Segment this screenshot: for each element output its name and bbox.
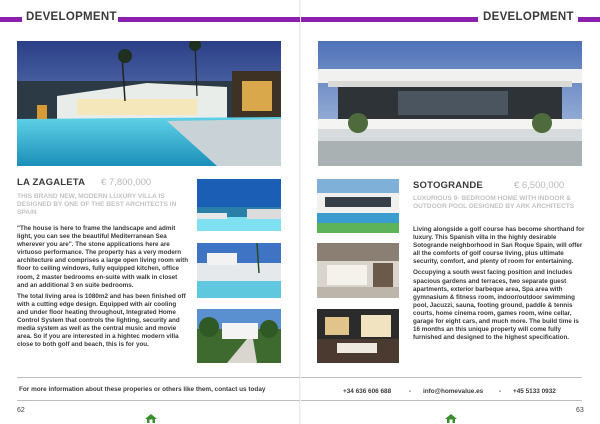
right-footer-rule [301, 377, 582, 378]
la-zagaleta-price: € 7,800,000 [101, 177, 152, 188]
sotogrande-price: € 6,500,000 [514, 180, 565, 191]
sotogrande-thumb-1 [317, 179, 399, 233]
la-zagaleta-thumb-3 [197, 309, 281, 363]
left-footer-text: For more information about these properies or others like them, contact us today [19, 386, 266, 393]
page-spine [299, 0, 301, 424]
right-header-bar-short [578, 17, 600, 22]
contact-phone-2: +45 5133 0932 [513, 388, 556, 395]
home-value-logo-icon [445, 410, 457, 419]
right-header-title: DEVELOPMENT [483, 11, 574, 23]
la-zagaleta-description [17, 225, 189, 352]
la-zagaleta-thumb-2 [197, 243, 281, 298]
sotogrande-name: SOTOGRANDE [413, 180, 483, 191]
sotogrande-description [413, 226, 585, 345]
contact-separator-2: - [499, 388, 502, 395]
la-zagaleta-main-photo [17, 41, 281, 166]
la-zagaleta-paragraph-1: "The house is here to frame the landscape and admit light, you can see the beautiful Mediterranean Sea wherever you are". The stone applications here are virtuoso performance. The property has a very modern architecture and comprises a large open living room with floor to ceiling windows, fully equipped kitchen, office room, 2 master bedrooms en-suite with walk in closet and an additional 3 en suite bedrooms. [17, 225, 189, 289]
contact-phone: +34 636 606 688 [343, 388, 392, 395]
sotogrande-main-photo [318, 41, 582, 166]
right-footer-rule-bottom [301, 400, 582, 401]
la-zagaleta-name: LA ZAGALETA [17, 177, 86, 188]
left-footer-rule-bottom [17, 400, 300, 401]
contact-separator-1: - [409, 388, 412, 395]
right-header-bar-long [301, 17, 478, 22]
left-page-number: 62 [17, 407, 25, 414]
sotogrande-paragraph-1: Living alongside a golf course has become shorthand for luxury. This Spanish villa in the highly desirable Sotogrande neighborhood in San Roque Spain, will offer all the comforts of golf course living, plus ultimate security, comfort, and plenty of room for entertaining. [413, 226, 585, 266]
la-zagaleta-thumb-1 [197, 179, 281, 231]
la-zagaleta-paragraph-2: The total living area is 1080m2 and has been finished off with a cutting edge design. Equipped with air cooling and under floor heating throughout, Integrated Home Control System that controls the lighting, security and media system as well as the central music and movie area. So if you are interested in a hightec modern villa close to both golf and beach, this is for you. [17, 292, 186, 349]
sotogrande-paragraph-2: Occupying a south west facing position and includes spacious gardens and terraces, two separate guest apartments, exterior barbeque area, Spa area with gymnasium & fitness room, indoor/outdoor swimming pool, Jacuzzi, sauna, footing ground, paddle & tennis courts, home cinema room, games room, wine cellar, garage for eight cars, and much more. The build time is 16 months an this unique property will come fully furnished and designed to the highest specification. [413, 269, 579, 342]
left-header-bar-short [0, 17, 22, 22]
right-page-number: 63 [576, 407, 584, 414]
left-header-bar-long [118, 17, 300, 22]
home-value-logo-icon [145, 410, 157, 419]
la-zagaleta-subtitle: THIS BRAND NEW, MODERN LUXURY VILLA IS DESIGNED BY ONE OF THE BEST ARCHITECTS IN SPAIN [17, 193, 177, 217]
left-footer-rule [17, 377, 300, 378]
sotogrande-thumb-2 [317, 243, 399, 298]
left-header-title: DEVELOPMENT [26, 11, 117, 23]
sotogrande-thumb-3 [317, 309, 399, 363]
contact-email: info@homevalue.es [423, 388, 484, 395]
sotogrande-subtitle: LUXURIOUS 9- BEDROOM HOME WITH INDOOR & OUTDOOR POOL DESIGNED BY ARK ARCHITECTS [413, 195, 575, 211]
